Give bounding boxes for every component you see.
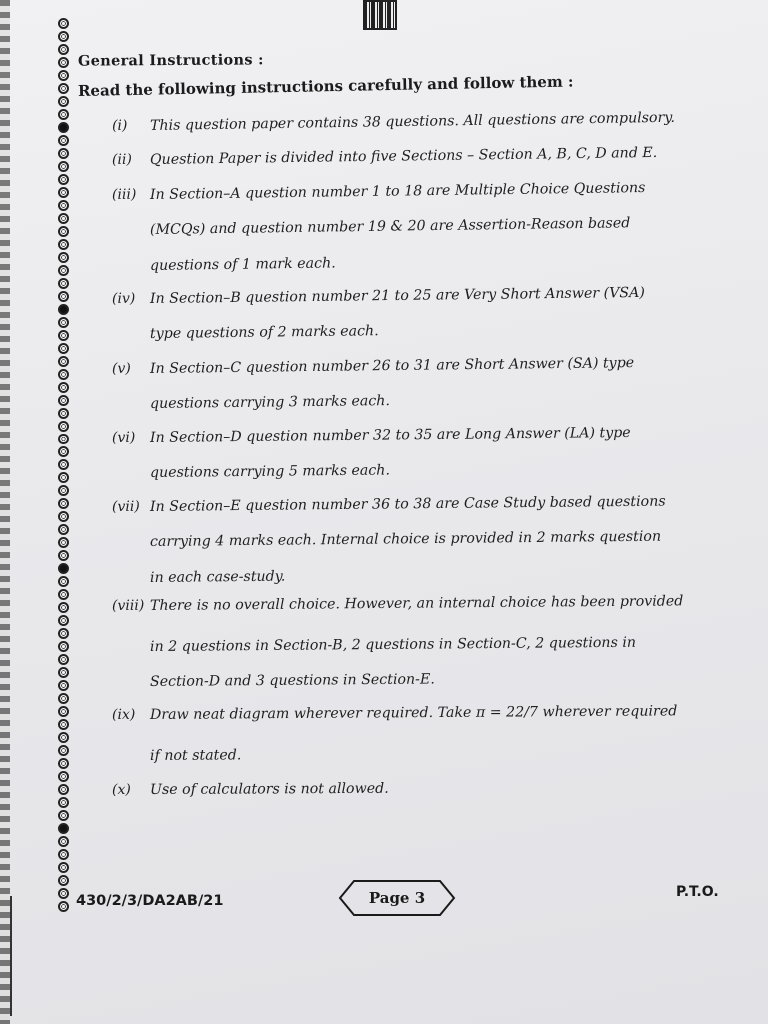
ring-icon [58, 434, 69, 445]
ring-icon [58, 31, 69, 42]
ring-icon [58, 382, 69, 393]
ring-icon [58, 550, 69, 561]
general-instructions-heading: General Instructions : [77, 51, 264, 70]
instruction-number: (ix) [111, 706, 136, 723]
ring-icon [58, 680, 69, 691]
ring-icon [58, 135, 69, 146]
margin-line [10, 896, 12, 1016]
ring-icon [58, 265, 69, 276]
ring-icon [58, 174, 69, 185]
ring-icon [58, 784, 69, 795]
instruction-number: (ii) [111, 151, 133, 168]
ring-icon [58, 304, 69, 315]
page-number-badge [338, 878, 456, 918]
instruction-line: In Section–D question number 32 to 35 are Long Answer (LA) type [149, 424, 631, 446]
instruction-number: (v) [111, 360, 131, 377]
ring-icon [58, 96, 69, 107]
instruction-line: in each case-study. [149, 568, 286, 586]
ring-icon [58, 758, 69, 769]
ring-icon [58, 57, 69, 68]
ring-icon [58, 317, 69, 328]
instruction-line: Section-D and 3 questions in Section-E. [149, 671, 435, 690]
ring-icon [58, 511, 69, 522]
ring-icon [58, 200, 69, 211]
instruction-line: Use of calculators is not allowed. [149, 780, 389, 798]
ring-icon [58, 654, 69, 665]
ring-icon [58, 602, 69, 613]
page-number: Page 3 [368, 889, 426, 907]
ring-icon [58, 836, 69, 847]
ring-icon [58, 122, 69, 133]
ring-icon [58, 732, 69, 743]
instruction-line: questions carrying 5 marks each. [149, 462, 390, 481]
ring-icon [58, 239, 69, 250]
ring-icon [58, 148, 69, 159]
ring-icon [58, 278, 69, 289]
ring-icon [58, 343, 69, 354]
instruction-line: type questions of 2 marks each. [149, 323, 379, 342]
ring-icon [58, 563, 69, 574]
ring-icon [58, 109, 69, 120]
instruction-number: (vi) [111, 429, 136, 446]
ring-icon [58, 667, 69, 678]
ring-icon [58, 226, 69, 237]
instruction-number: (viii) [111, 597, 145, 614]
ring-icon [58, 70, 69, 81]
instruction-number: (x) [111, 781, 131, 798]
ring-icon [58, 356, 69, 367]
ring-icon [58, 472, 69, 483]
ring-icon [58, 252, 69, 263]
ring-icon [58, 537, 69, 548]
ring-icon [58, 875, 69, 886]
instruction-line: questions carrying 3 marks each. [149, 393, 391, 412]
ring-icon [58, 187, 69, 198]
instruction-line: in 2 questions in Section-B, 2 questions in Section-C, 2 questions in [149, 634, 637, 655]
ring-icon [58, 810, 69, 821]
instruction-number: (i) [111, 117, 128, 134]
ring-icon [58, 706, 69, 717]
instruction-line: In Section–A question number 1 to 18 are Multiple Choice Questions [149, 180, 646, 203]
pto-label: P.T.O. [676, 884, 719, 900]
ring-icon [58, 44, 69, 55]
ring-icon [58, 330, 69, 341]
ring-icon [58, 888, 69, 899]
instruction-number: (vii) [111, 498, 140, 515]
ring-icon [58, 719, 69, 730]
instruction-number: (iii) [111, 186, 137, 203]
instructions-subtitle: Read the following instructions carefully and follow them : [77, 72, 574, 100]
ring-icon [58, 459, 69, 470]
ring-icon [58, 83, 69, 94]
ring-icon [58, 901, 69, 912]
ring-icon [58, 693, 69, 704]
instruction-line: In Section–E question number 36 to 38 are Case Study based questions [149, 493, 666, 515]
instruction-line: carrying 4 marks each. Internal choice is provided in 2 marks question [149, 528, 662, 550]
instruction-line: (MCQs) and question number 19 & 20 are Assertion-Reason based [149, 215, 631, 238]
ring-icon [58, 862, 69, 873]
binding-edge [0, 0, 10, 1024]
ring-icon [58, 745, 69, 756]
ring-icon [58, 485, 69, 496]
ring-icon [58, 18, 69, 29]
ring-icon [58, 849, 69, 860]
ring-icon [58, 576, 69, 587]
ring-icon [58, 291, 69, 302]
instruction-line: Question Paper is divided into five Sections – Section A, B, C, D and E. [149, 144, 658, 168]
instruction-line: if not stated. [149, 747, 242, 764]
ring-icon [58, 213, 69, 224]
instruction-number: (iv) [111, 290, 136, 307]
ring-icon [58, 498, 69, 509]
instruction-line: questions of 1 mark each. [149, 255, 336, 274]
ring-icon [58, 771, 69, 782]
ring-icon [58, 615, 69, 626]
ring-icon [58, 161, 69, 172]
ring-icon [58, 797, 69, 808]
ring-icon [58, 369, 69, 380]
instruction-line: Draw neat diagram wherever required. Take π = 22/7 wherever required [149, 703, 678, 723]
qr-code-icon [363, 0, 397, 30]
ring-icon [58, 446, 69, 457]
instruction-line: This question paper contains 38 questions. All questions are compulsory. [149, 109, 676, 134]
instruction-line: In Section–C question number 26 to 31 are Short Answer (SA) type [149, 355, 635, 377]
instruction-line: There is no overall choice. However, an internal choice has been provided [149, 593, 684, 614]
ring-icon [58, 408, 69, 419]
ring-icon [58, 395, 69, 406]
instruction-line: In Section–B question number 21 to 25 are Very Short Answer (VSA) [149, 284, 645, 307]
ring-icon [58, 524, 69, 535]
ring-icon [58, 628, 69, 639]
ring-border-decoration [54, 18, 72, 914]
ring-icon [58, 589, 69, 600]
ring-icon [58, 641, 69, 652]
ring-icon [58, 823, 69, 834]
paper-code: 430/2/3/DA2AB/21 [76, 893, 224, 909]
ring-icon [58, 421, 69, 432]
